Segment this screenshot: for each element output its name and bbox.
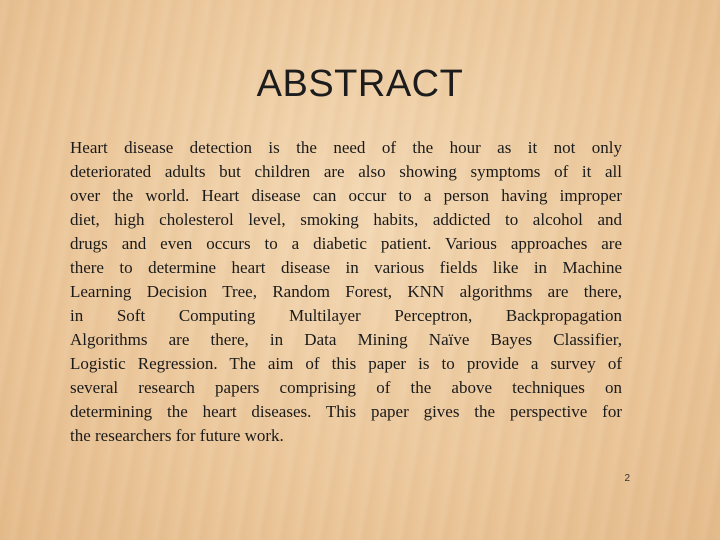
abstract-line: determining the heart diseases. This paper gives the perspective for	[70, 402, 622, 421]
abstract-line: in Soft Computing Multilayer Perceptron, Backpropagation	[70, 306, 622, 325]
abstract-line: Logistic Regression. The aim of this paper is to provide a survey of	[70, 354, 622, 373]
abstract-line: the researchers for future work.	[70, 426, 284, 445]
abstract-line: over the world. Heart disease can occur to a person having improper	[70, 186, 622, 205]
page-number: 2	[624, 473, 630, 484]
abstract-line: diet, high cholesterol level, smoking habits, addicted to alcohol and	[70, 210, 622, 229]
abstract-line: drugs and even occurs to a diabetic patient. Various approaches are	[70, 234, 622, 253]
abstract-line: Learning Decision Tree, Random Forest, KNN algorithms are there,	[70, 282, 622, 301]
abstract-line: there to determine heart disease in various fields like in Machine	[70, 258, 622, 277]
abstract-line: several research papers comprising of the above techniques on	[70, 378, 622, 397]
abstract-line: deteriorated adults but children are also showing symptoms of it all	[70, 162, 622, 181]
slide-title: ABSTRACT	[256, 63, 464, 105]
abstract-line: Algorithms are there, in Data Mining Naïve Bayes Classifier,	[70, 330, 622, 349]
abstract-paragraph	[70, 136, 622, 448]
abstract-line: Heart disease detection is the need of the hour as it not only	[70, 138, 622, 157]
